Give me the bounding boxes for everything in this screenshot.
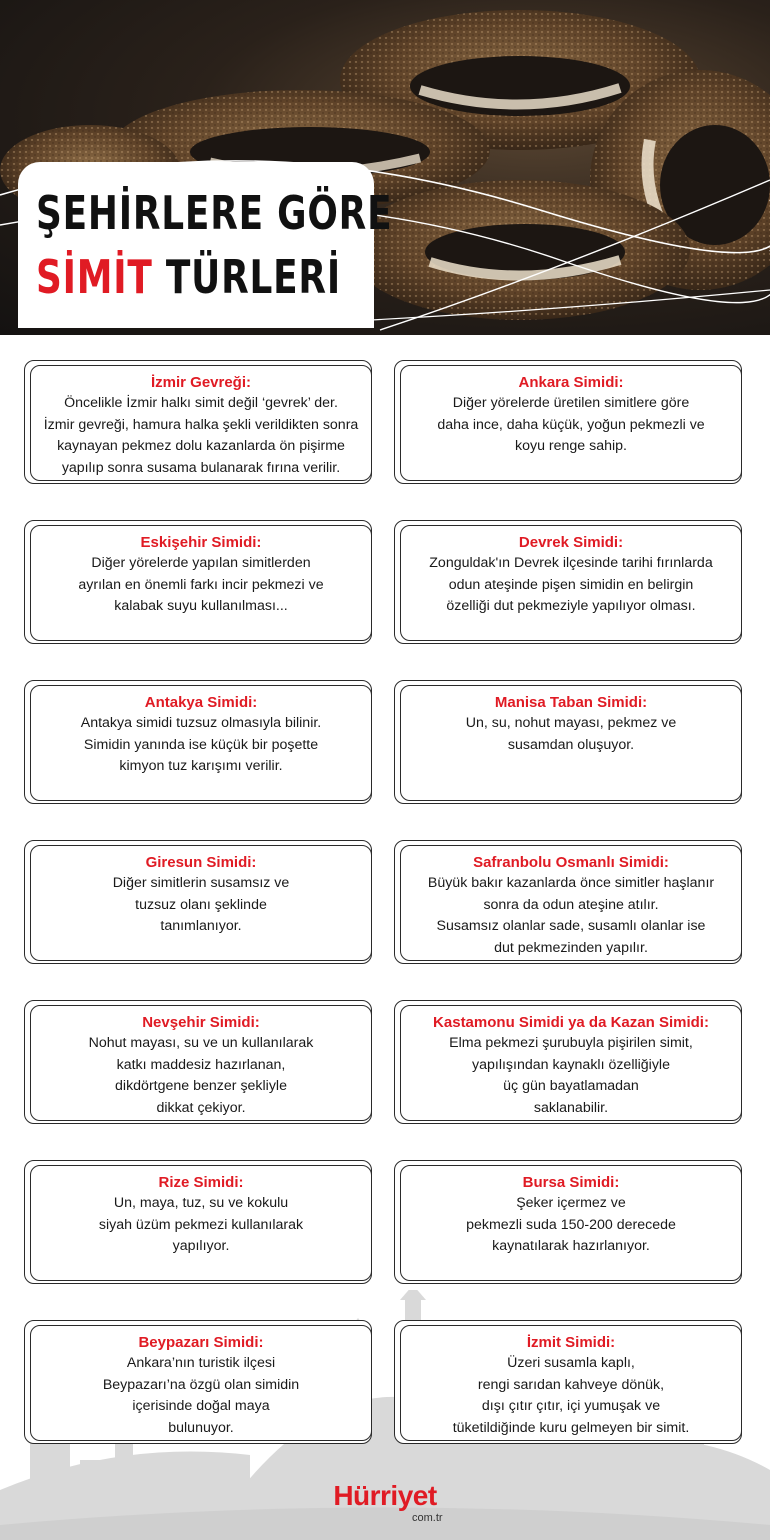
card-title: Kastamonu Simidi ya da Kazan Simidi: [433,1014,709,1031]
logo-wordmark: Hürriyet [333,1480,437,1511]
card-text-line: Simidin yanında ise küçük bir poşette [83,736,319,753]
card-text-line: siyah üzüm pekmezi kullanılarak [98,1216,304,1233]
card-text-line: Un, maya, tuz, su ve kokulu [113,1195,289,1211]
card-body [30,1325,372,1441]
card-title: Nevşehir Simidi: [142,1014,260,1031]
card-text-line: Susamsız olanlar sade, susamlı olanlar ise [436,918,706,934]
card-body [30,525,372,641]
card-title: Ankara Simidi: [518,374,624,391]
card-text-line: Nohut mayası, su ve un kullanılarak [88,1035,314,1051]
card-devrek-simidi [394,520,746,644]
card-body [30,685,372,801]
card-beypazari-simidi [24,1320,376,1444]
card-text-line: saklanabilir. [533,1099,609,1116]
card-text-line: Diğer simitlerin susamsız ve [112,875,290,891]
page-title-line2 [36,250,341,304]
card-title: Eskişehir Simidi: [140,534,262,551]
card-text-line: sonra da odun ateşine atılır. [483,896,659,913]
card-text-line: kaynayan pekmez dolu kazanlarda ön pişirme [57,438,345,454]
card-manisa-taban-simidi [394,680,746,804]
card-text-line: odun ateşinde pişen simidin en belirgin [448,576,694,593]
card-title: Antakya Simidi: [144,694,258,711]
card-text-line: dut pekmezinden yapılır. [494,939,648,956]
card-text-line: yapılışından kaynaklı özelliğiyle [472,1056,670,1073]
card-kastamonu-simidi [394,1000,746,1124]
card-body [400,1325,742,1441]
page-title-highlight: SİMİT [36,250,153,304]
card-text-line: özelliği dut pekmeziyle yapılıyor olması. [446,598,696,614]
card-text-line: rengi sarıdan kahveye dönük, [477,1376,665,1393]
card-antakya-simidi [24,680,376,804]
card-izmit-simidi [394,1320,746,1444]
card-text-line: üç gün bayatlamadan [503,1078,639,1094]
card-text-line: yapılıp sonra susama bulanarak fırına verilir. [61,459,341,476]
card-text-line: pekmezli suda 150-200 derecede [466,1216,676,1233]
card-text-line: daha ince, daha küçük, yoğun pekmezli ve [437,416,705,433]
card-text-line: katkı maddesiz hazırlanan, [116,1056,286,1073]
card-rize-simidi [24,1160,376,1284]
card-title: İzmit Simidi: [526,1334,616,1351]
card-ankara-simidi [394,360,746,484]
card-text-line: İzmir gevreği, hamura halka şekli verildikten sonra [43,416,359,433]
card-body [30,365,372,481]
card-text-line: Beypazarı’na özgü olan simidin [102,1376,300,1393]
card-giresun-simidi [24,840,376,964]
card-body [400,1005,742,1121]
card-title: Beypazarı Simidi: [138,1334,264,1351]
card-text-line: Zonguldak'ın Devrek ilçesinde tarihi fırınlarda [429,555,713,571]
card-body [400,845,742,961]
card-text-line: yapılıyor. [172,1238,230,1254]
page-title-line1: ŞEHİRLERE GÖRE [36,186,393,240]
card-text-line: susamdan oluşuyor. [507,736,635,753]
page-title-rest: TÜRLERİ [165,250,341,304]
card-title: Bursa Simidi: [522,1174,620,1191]
card-izmir-gevregi [24,360,376,484]
card-title: Devrek Simidi: [518,534,624,551]
card-text-line: Diğer yörelerde yapılan simitlerden [91,555,311,571]
card-safranbolu-osmanli-simidi [394,840,746,964]
card-text-line: tuzsuz olanı şeklinde [135,896,267,913]
card-body [30,845,372,961]
card-body [30,1005,372,1121]
card-text-line: Un, su, nohut mayası, pekmez ve [465,715,677,731]
brand-logo[interactable] [0,1480,770,1524]
card-text-line: Elma pekmezi şurubuyla pişirilen simit, [449,1035,693,1051]
card-body [400,1165,742,1281]
logo-domain: com.tr [412,1512,443,1524]
card-title: Safranbolu Osmanlı Simidi: [473,854,669,871]
title-card [18,162,393,328]
card-eskisehir-simidi [24,520,376,644]
card-body [400,685,742,801]
card-text-line: dikdörtgene benzer şekliyle [115,1078,287,1094]
card-text-line: koyu renge sahip. [515,438,627,454]
card-title: Rize Simidi: [158,1174,244,1191]
hero-banner [0,0,770,335]
card-text-line: kalabak suyu kullanılması... [114,598,288,614]
card-title: İzmir Gevreği: [150,374,252,391]
card-text-line: dikkat çekiyor. [156,1099,246,1116]
card-title: Manisa Taban Simidi: [494,694,648,711]
card-title: Giresun Simidi: [145,854,257,871]
card-text-line: tanımlanıyor. [160,918,242,934]
card-text-line: Antakya simidi tuzsuz olmasıyla bilinir. [80,715,322,731]
card-body [400,365,742,481]
card-text-line: Ankara’nın turistik ilçesi [126,1355,276,1371]
card-text-line: Üzeri susamla kaplı, [507,1355,635,1371]
card-text-line: bulunuyor. [168,1419,234,1436]
card-text-line: Büyük bakır kazanlarda önce simitler haşlanır [427,875,715,891]
card-text-line: dışı çıtır çıtır, içi yumuşak ve [481,1398,661,1414]
card-text-line: içerisinde doğal maya [132,1398,270,1414]
card-nevsehir-simidi [24,1000,376,1124]
card-bursa-simidi [394,1160,746,1284]
card-body [30,1165,372,1281]
card-text-line: Diğer yörelerde üretilen simitlere göre [452,395,690,411]
card-text-line: kimyon tuz karışımı verilir. [119,758,283,774]
card-text-line: Öncelikle İzmir halkı simit değil ‘gevrek’ der. [64,395,338,411]
card-text-line: Şeker içermez ve [516,1195,626,1211]
card-text-line: ayrılan en önemli farkı incir pekmezi ve [78,576,324,593]
card-text-line: tüketildiğinde kuru gelmeyen bir simit. [452,1419,690,1436]
card-text-line: kaynatılarak hazırlanıyor. [492,1238,650,1254]
card-body [400,525,742,641]
